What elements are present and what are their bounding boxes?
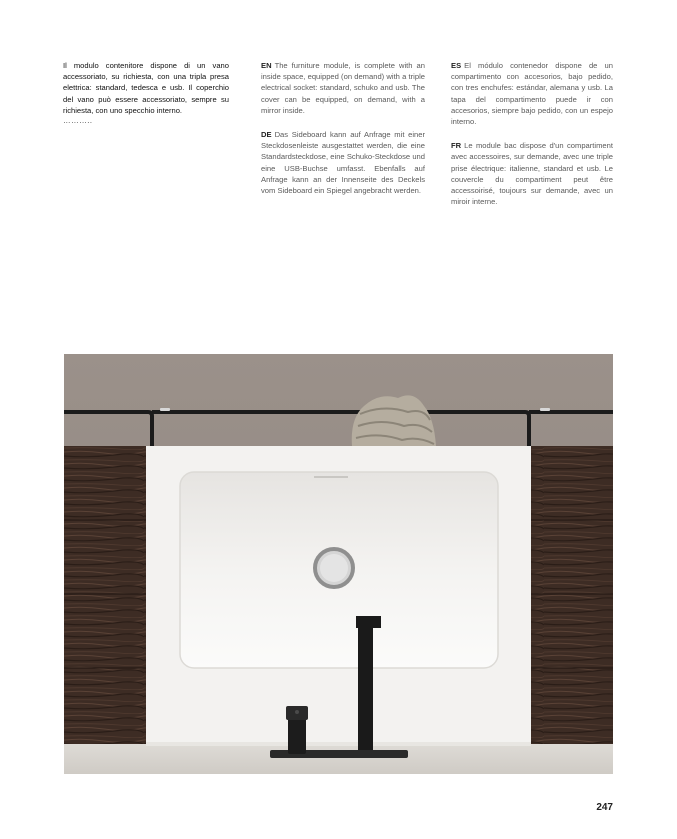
lang-code-en: EN xyxy=(261,61,272,70)
page-number: 247 xyxy=(596,802,613,813)
lang-code-de: DE xyxy=(261,130,272,140)
mixer-lever xyxy=(286,706,308,754)
italian-paragraph xyxy=(63,60,229,116)
dotted-separator: ……….. xyxy=(63,116,93,126)
washbasin-illustration xyxy=(64,354,613,774)
english-text: The furniture module, is complete with an inside space, equipped (on demand) with a triple electrical socket: standard, schuko and usb. The cover can be equipped, on demand, with a mirror inside. xyxy=(261,61,425,115)
english-german-column xyxy=(261,60,425,209)
german-paragraph xyxy=(261,129,425,196)
countertop-edge xyxy=(146,742,531,746)
right-wood-cabinet xyxy=(531,446,613,744)
italian-text-column xyxy=(63,60,229,125)
spanish-paragraph xyxy=(451,60,613,127)
washbasin xyxy=(146,446,531,744)
spanish-french-column xyxy=(451,60,613,220)
countertop xyxy=(64,744,613,774)
english-paragraph xyxy=(261,60,425,116)
german-text: Das Sideboard kann auf Anfrage mit einer Steckdosenleiste ausgestattet werden, die eine Standardsteckdose, eine Schuko-Steckdose und eine USB-Buchse umfasst. Ebenfalls auf Anfrage kann an der Innenseite des Deckels vom Sideboard ein Spiegel angebracht werden. xyxy=(261,130,425,196)
french-paragraph xyxy=(451,140,613,207)
product-photo xyxy=(64,354,613,774)
spanish-text: El módulo contenedor dispone de un compartimento con accesorios, bajo pedido, con tres enchufes: estándar, alemana y usb. La tapa del compartimento puede ir con accesorios, siempre bajo pedido, con un espejo interno. xyxy=(451,61,613,127)
french-text: Le module bac dispose d'un compartiment avec accessoires, sur demande, avec une triple prise électrique: italienne, standard et usb. Le couvercle du compartiment peut être accessoirisé, toujours sur demande, avec un miroir interne. xyxy=(451,141,613,207)
left-wood-cabinet xyxy=(64,446,146,744)
lang-code-es: ES xyxy=(451,61,462,70)
lang-code-fr: FR xyxy=(451,141,462,151)
italian-text: Il modulo contenitore dispone di un vano accessoriato, su richiesta, con una tripla presa elettrica: standard, tedesca e usb. Il coperchio del vano può essere accessoriato, sempre su richiesta, con uno specchio interno. xyxy=(63,61,229,115)
